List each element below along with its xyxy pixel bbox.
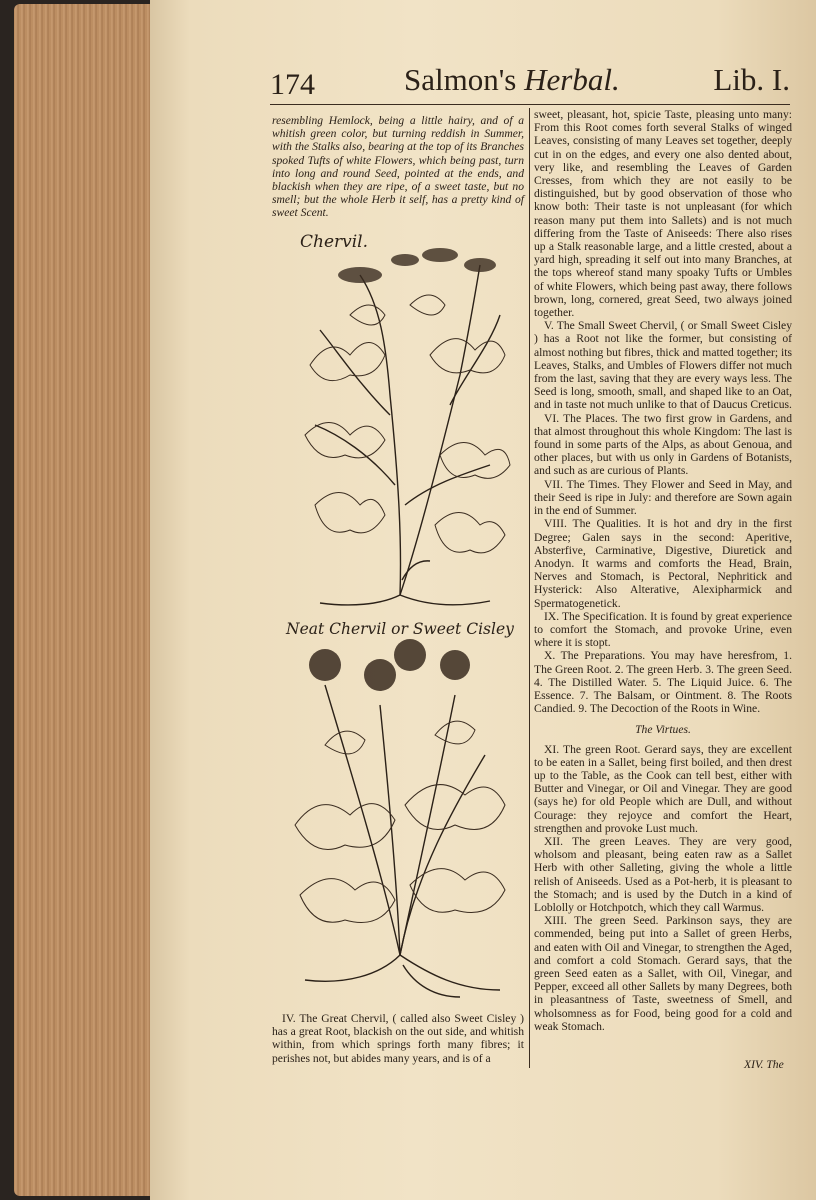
- left-column-top-text: resembling Hemlock, being a little hairy, and of a whitish green color, but turning reddish in Summer, with the Stalks also, bearing at the top of its Branches spoked Tufts of white Flowers, which being past, turn into long and round Seed, pointed at the ends, and blackish when they are ripe, of a sweet taste, but no smell; but the whole Herb it self, has a pretty kind of sweet Scent.: [272, 114, 524, 220]
- running-title: Salmon's Herbal.: [404, 62, 620, 97]
- paragraph: X. The Preparations. You may have heresfrom, 1. The Green Root. 2. The green Herb. 3. The green Seed. 4. The Distilled Water. 5. The Liquid Juice. 6. The Essence. 7. The Balsam, or Ointment. 8. The Roots Candied. 9. The Decoction of the Roots in Wine.: [534, 649, 792, 716]
- figure-label-sweet-cisley: Neat Chervil or Sweet Cisley: [286, 620, 514, 638]
- paragraph: VIII. The Qualities. It is hot and dry in the first Degree; Galen says in the second: Aperitive, Absterfive, Carminative, Digestive, Diuretick and Anodyn. It warms and comforts the Head, Brain, Nerves and Stomach, is Pectoral, Nephritick and Hysterick: Also Alterative, Alexipharmick and Spermatogenetick.: [534, 517, 792, 610]
- paragraph: VII. The Times. They Flower and Seed in May, and their Seed is ripe in July: and therefore are Sown again in the end of Summer.: [534, 477, 792, 518]
- running-head: [270, 62, 790, 102]
- column-rule: [529, 108, 530, 1068]
- sweet-cisley-woodcut: [285, 625, 515, 1005]
- paragraph: XII. The green Leaves. They are very good, wholsom and pleasant, being eaten raw as a Sallet Herb with other Salleting, giving the whole a little relish of Aniseeds. Used as a Pot-herb, it is pleasant to the Stomach; and is used by the Dutch in a kind of Loblolly or Hotchpotch, which they call Warmus.: [534, 834, 792, 914]
- paragraph: V. The Small Sweet Chervil, ( or Small Sweet Cisley ) has a Root not like the former, but consisting of almost nothing but fibres, thick and matted together; its Leaves, Stalks, and Umbles of Flowers differ not much from the last, saving that they are every ways less. The Seed is long, smooth, small, and shaped like to an Oat, and in taste not much unlike to that of Daucus Creticus.: [534, 319, 792, 412]
- book-number: Lib. I.: [713, 62, 790, 97]
- paragraph: XI. The green Root. Gerard says, they are excellent to be eaten in a Sallet, being first boiled, and then drest up to the Table, as the Cook can tell best, either with Butter and Vinegar, or Oil and Vinegar. They are good (says he) for old People which are Dull, and without Courage: they rejoyce and comfort the Heart, strengthen and provoke Lust much.: [534, 742, 792, 835]
- catchword: XIV. The: [744, 1058, 784, 1071]
- paragraph: VI. The Places. The two first grow in Gardens, and that almost throughout this whole Kingdom: The last is found in some parts of the Alps, as about Genoua, and other places, but with us only in Gardens of Botanists, and such as are curious of Plants.: [534, 411, 792, 478]
- header-rule: [270, 104, 790, 105]
- paragraph: IX. The Specification. It is found by great experience to comfort the Stomach, and provoke Urine, even where it is stopt.: [534, 609, 792, 650]
- right-column-text: [534, 108, 792, 1033]
- left-column-bottom-text: IV. The Great Chervil, ( called also Sweet Cisley ) has a great Root, blackish on the out side, and whitish within, from which springs forth many fibres; it perishes not, but abides many years, and is of a: [272, 1012, 524, 1065]
- paragraph: sweet, pleasant, hot, spicie Taste, pleasing unto many: From this Root comes forth several Stalks of winged Leaves, consisting of many Leaves set together, deeply cut in on the edges, and every one also dented about, very like, and resembling the Leaves of Garden Cresses, from which they are not easily to be distinguished, but by good observation of those who know both: Their taste is not unpleasant (for which reason many put them into Sallets) and is not much differing from the Taste of Aniseeds: There also rises up a Stalk reasonable large, and a little crested, about a yard high, spreading it self out into many Branches, at the tops whereof stand many spoaky Tufts or Umbles of white Flowers, which being past away, there follows brown, long, cornered, great Seed, two always joined together.: [534, 108, 792, 320]
- figure-label-chervil: Chervil.: [300, 232, 369, 252]
- paragraph: XIII. The green Seed. Parkinson says, they are commended, being put into a Sallet of green Herbs, and eaten with Oil and Vinegar, to strengthen the Aged, and comfort a cold Stomach. Gerard says, that the green Seed eaten as a Sallet, with Oil, Vinegar, and Pepper, exceed all other Sallets by many Degrees, both in pleasantness of Taste, sweetness of Smell, and wholsomness as for Food, being good for a cold and weak Stomach.: [534, 914, 792, 1033]
- chervil-woodcut: [290, 235, 515, 615]
- book-page-edges: [14, 4, 164, 1196]
- virtues-heading: The Virtues.: [635, 723, 691, 737]
- page-number: 174: [270, 68, 315, 101]
